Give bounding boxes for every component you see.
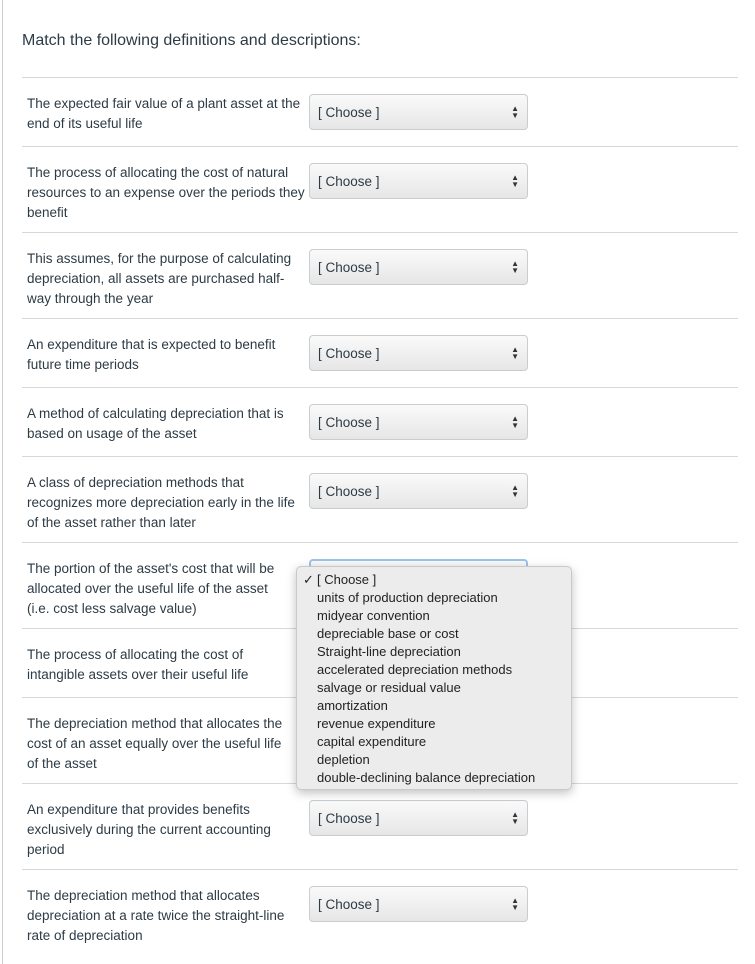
option-accelerated[interactable]: accelerated depreciation methods [317, 662, 513, 677]
option-label: [ Choose ] [317, 572, 377, 587]
match-row [22, 869, 738, 955]
select-value: [ Choose ] [318, 897, 380, 912]
option-double-declining[interactable]: double-declining balance depreciation [317, 770, 536, 785]
definition-text: A method of calculating depreciation that is based on usage of the asset [27, 406, 284, 441]
answer-select[interactable] [309, 473, 528, 509]
option-amortization[interactable]: amortization [317, 698, 388, 713]
option-units-of-production[interactable]: units of production depreciation [317, 590, 498, 605]
option-capital-expenditure[interactable]: capital expenditure [317, 734, 427, 749]
updown-arrow-icon: ▲ ▼ [511, 414, 519, 430]
select-value: [ Choose ] [318, 346, 380, 361]
updown-arrow-icon: ▲ ▼ [511, 345, 519, 361]
definition-text: This assumes, for the purpose of calculating depreciation, all assets are purchased half-way through the year [27, 251, 292, 306]
updown-arrow-icon: ▲ ▼ [511, 483, 519, 499]
updown-arrow-icon: ▲ ▼ [511, 104, 519, 120]
matching-list [22, 77, 738, 955]
definition-text: An expenditure that provides benefits exclusively during the current accounting period [27, 802, 271, 857]
question-title: Match the following definitions and descriptions: [22, 32, 361, 49]
definition-text: The depreciation method that allocates depreciation at a rate twice the straight-line rate of depreciation [27, 888, 285, 943]
answer-select[interactable] [309, 163, 528, 199]
option-depletion[interactable]: depletion [317, 752, 370, 767]
left-border [2, 0, 3, 964]
definition-text: The portion of the asset's cost that will be allocated over the useful life of the asset (i.e. cost less salvage value) [27, 561, 275, 616]
option-choose[interactable] [297, 571, 571, 589]
option-straight-line[interactable]: Straight-line depreciation [317, 644, 461, 659]
answer-select[interactable] [309, 800, 528, 836]
match-row [22, 77, 738, 146]
definition-text: The expected fair value of a plant asset at the end of its useful life [27, 96, 301, 131]
definition-text: A class of depreciation methods that recognizes more depreciation early in the life of the asset rather than later [27, 475, 295, 530]
definition-text: An expenditure that is expected to benefit future time periods [27, 337, 276, 372]
updown-arrow-icon: ▲ ▼ [511, 173, 519, 189]
match-row [22, 783, 738, 869]
definition-text: The depreciation method that allocates the cost of an asset equally over the useful life of the asset [27, 716, 283, 771]
answer-select[interactable] [309, 335, 528, 371]
select-value: [ Choose ] [318, 484, 380, 499]
updown-arrow-icon: ▲ ▼ [511, 896, 519, 912]
select-value: [ Choose ] [318, 260, 380, 275]
option-revenue-expenditure[interactable]: revenue expenditure [317, 716, 436, 731]
option-depreciable-base[interactable]: depreciable base or cost [317, 626, 459, 641]
select-value: [ Choose ] [318, 415, 380, 430]
option-salvage-value[interactable]: salvage or residual value [317, 680, 461, 695]
match-row [22, 232, 738, 318]
match-row [22, 456, 738, 542]
answer-select[interactable] [309, 249, 528, 285]
select-value: [ Choose ] [318, 174, 380, 189]
answer-select[interactable] [309, 94, 528, 130]
option-midyear-convention[interactable]: midyear convention [317, 608, 430, 623]
match-row [22, 318, 738, 387]
select-value: [ Choose ] [318, 105, 380, 120]
select-dropdown-menu [296, 566, 572, 790]
match-row [22, 387, 738, 456]
checkmark-icon: ✓ [303, 572, 314, 587]
updown-arrow-icon: ▲ ▼ [511, 810, 519, 826]
select-value: [ Choose ] [318, 811, 380, 826]
definition-text: The process of allocating the cost of natural resources to an expense over the periods they benefit [27, 165, 305, 220]
match-row [22, 146, 738, 232]
answer-select[interactable] [309, 886, 528, 922]
updown-arrow-icon: ▲ ▼ [511, 259, 519, 275]
definition-text: The process of allocating the cost of intangible assets over their useful life [27, 647, 249, 682]
answer-select[interactable] [309, 404, 528, 440]
